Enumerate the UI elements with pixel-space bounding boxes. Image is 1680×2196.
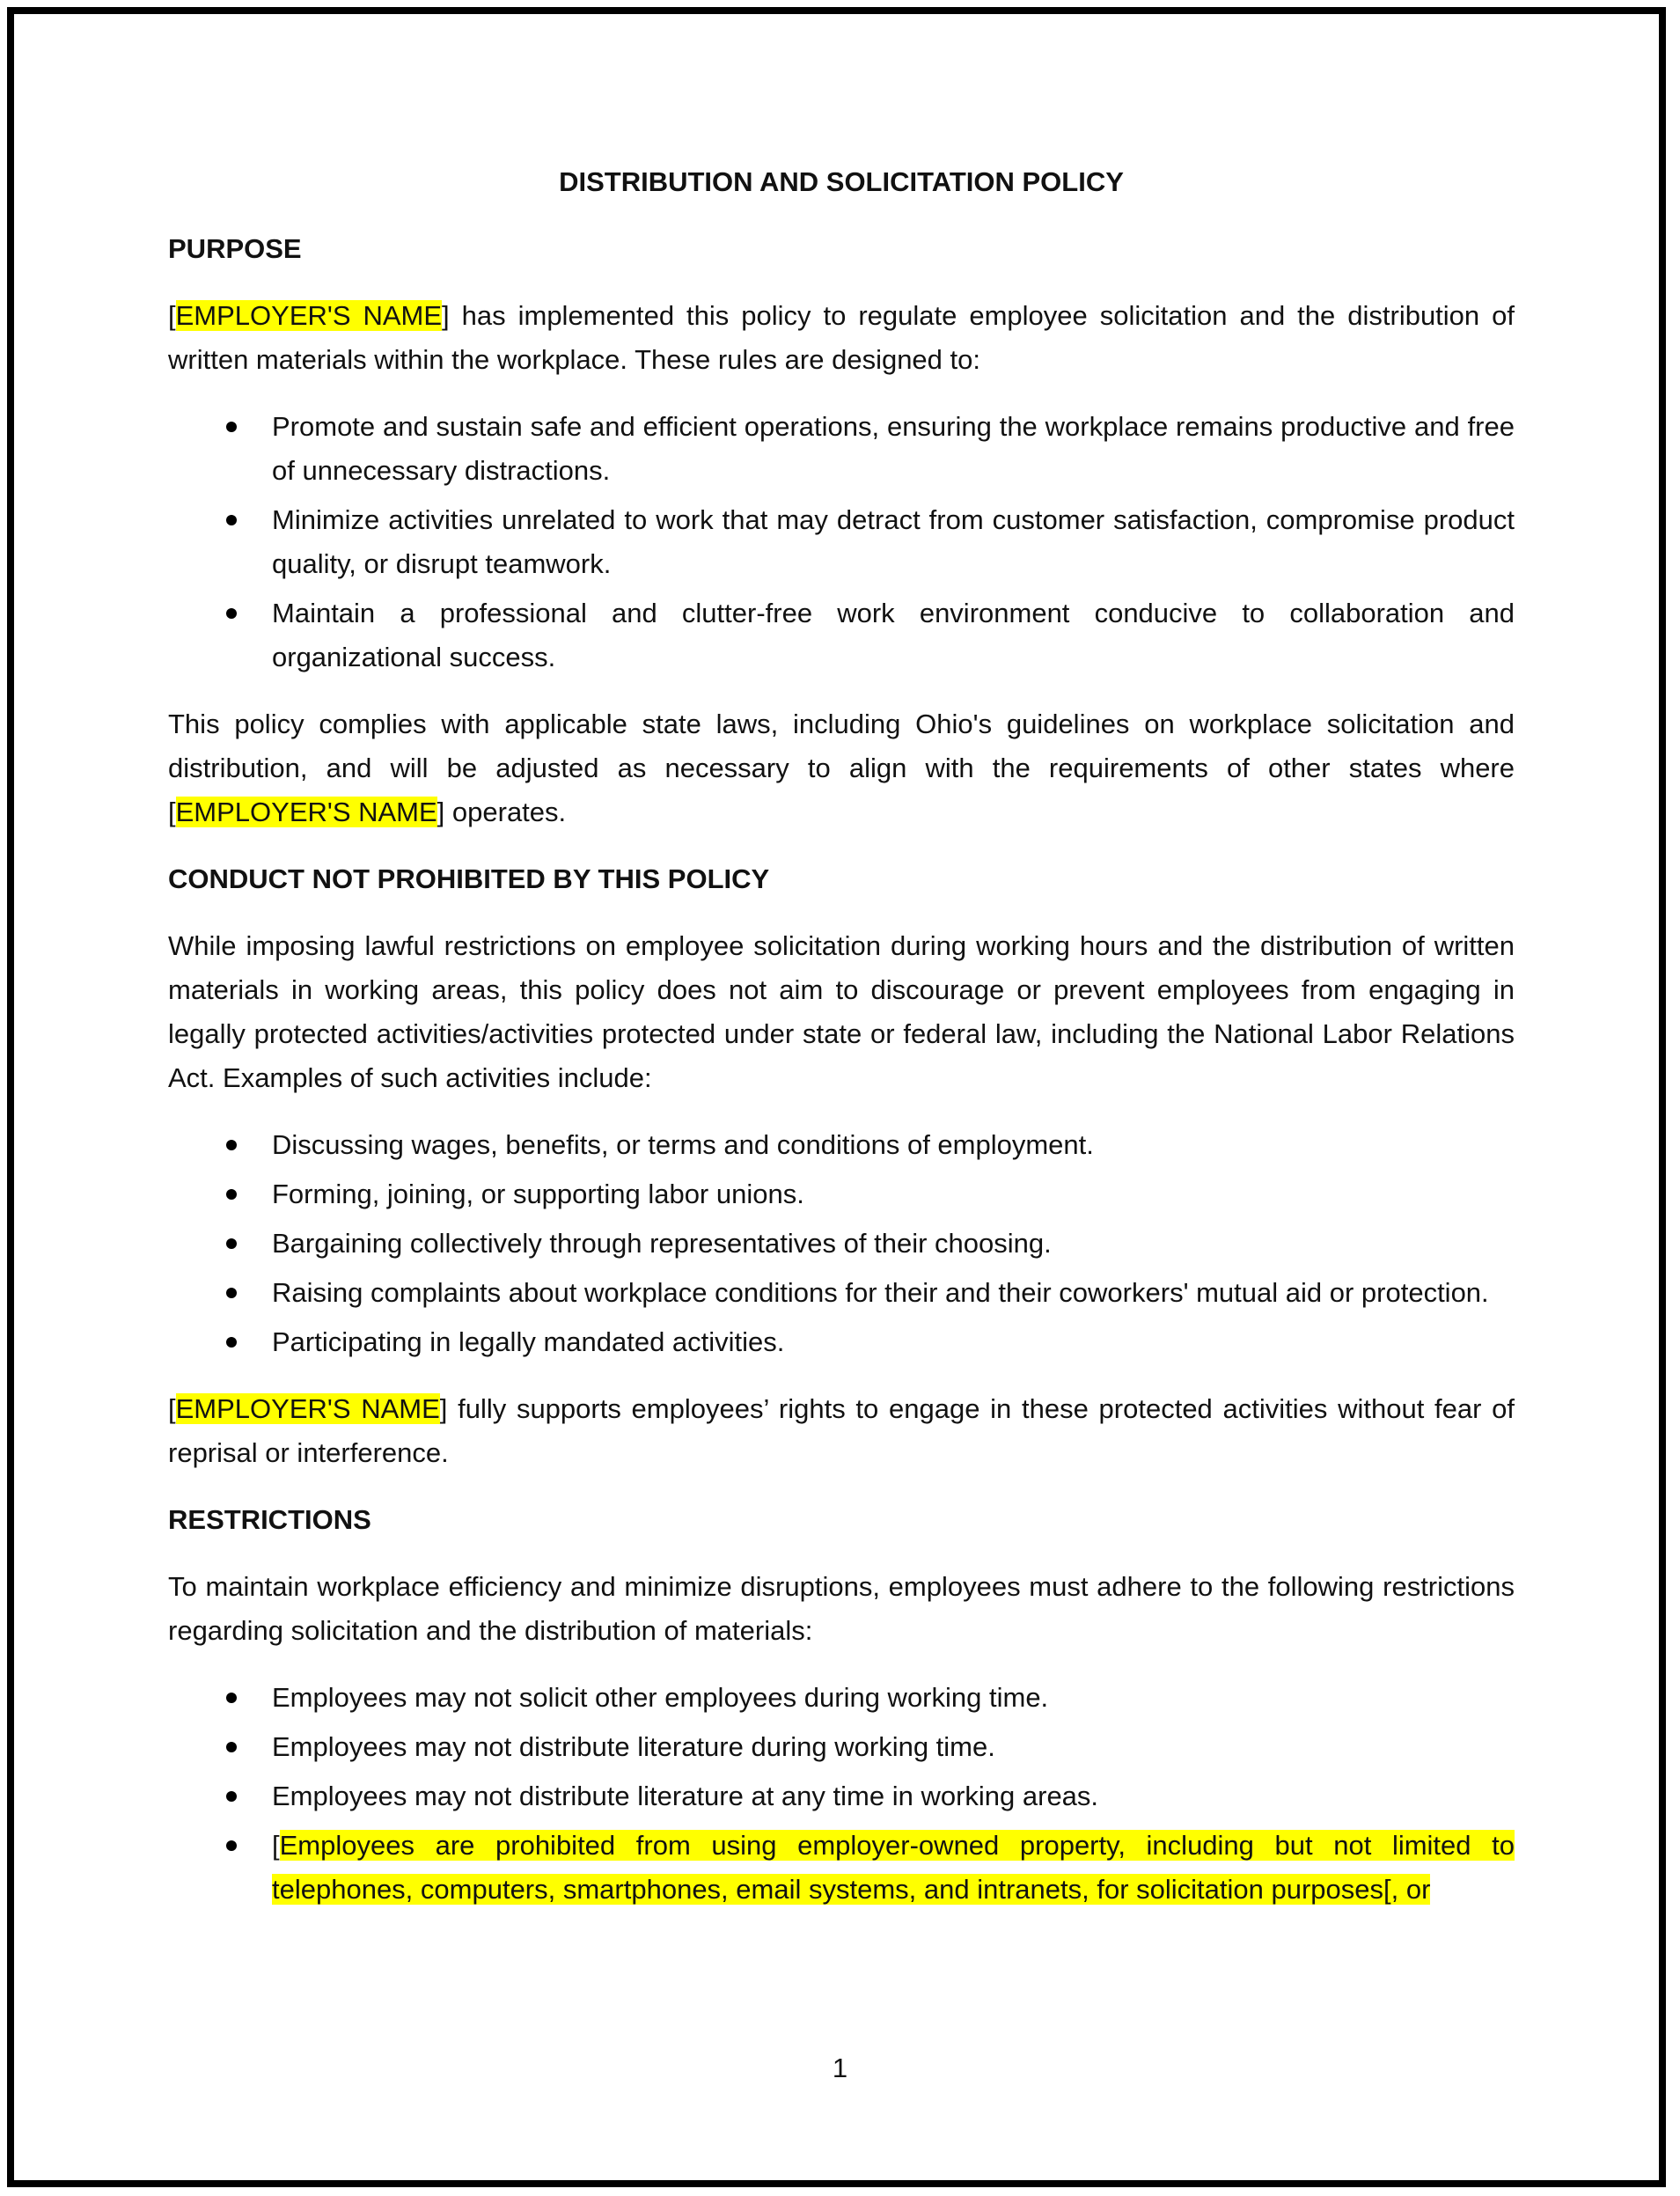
list-item-text: Participating in legally mandated activities.: [272, 1326, 785, 1357]
bullet-icon: [226, 1288, 237, 1298]
bracket-open: [: [168, 797, 176, 827]
list-item-text: Bargaining collectively through representatives of their choosing.: [272, 1228, 1052, 1259]
bullet-icon: [226, 1238, 237, 1249]
list-item-text: Employees may not distribute literature at any time in working areas.: [272, 1781, 1099, 1811]
restrictions-intro-paragraph: To maintain workplace efficiency and minimize disruptions, employees must adhere to the following restrictions regarding solicitation and the distribution of materials:: [168, 1571, 1515, 1646]
compliance-paragraph: [168, 702, 1515, 834]
document-body: [168, 160, 1515, 1935]
section-heading-restrictions: RESTRICTIONS: [168, 1504, 371, 1535]
list-item-text: Employees may not distribute literature during working time.: [272, 1731, 995, 1762]
list-item: [168, 1172, 1515, 1216]
employer-name-placeholder: EMPLOYER'S NAME: [175, 797, 437, 827]
bracket-open: [: [272, 1830, 280, 1861]
list-item-text: Forming, joining, or supporting labor unions.: [272, 1179, 804, 1209]
bracket-open: [: [168, 300, 176, 331]
list-item-text: Maintain a professional and clutter-free work environment conducive to collaboration and organizational success.: [272, 598, 1515, 672]
purpose-intro-paragraph: [168, 294, 1515, 382]
bracket-open: [: [168, 1393, 176, 1424]
bullet-icon: [226, 1693, 237, 1703]
purpose-intro-text: ] has implemented this policy to regulate employee solicitation and the distribution of written materials within the workplace. These rules are designed to:: [168, 300, 1515, 375]
conduct-intro-paragraph: While imposing lawful restrictions on employee solicitation during working hours and the distribution of written materials in working areas, this policy does not aim to discourage or prevent employees from engaging in legally protected activities/activities protected under state or federal law, including the National Labor Relations Act. Examples of such activities include:: [168, 930, 1515, 1093]
bullet-icon: [226, 1140, 237, 1150]
conduct-bullet-list: [168, 1123, 1515, 1364]
list-item: [168, 1320, 1515, 1364]
restrictions-bullet-list: [168, 1676, 1515, 1912]
bullet-icon: [226, 1189, 237, 1200]
list-item: [168, 1676, 1515, 1720]
purpose-bullet-list: [168, 405, 1515, 679]
bullet-icon: [226, 1791, 237, 1802]
list-item-text: Discussing wages, benefits, or terms and conditions of employment.: [272, 1129, 1094, 1160]
support-paragraph: [168, 1387, 1515, 1475]
compliance-text-after: ] operates.: [437, 797, 567, 827]
list-item-highlighted: [168, 1824, 1515, 1912]
list-item: [168, 498, 1515, 586]
bullet-icon: [226, 422, 237, 432]
section-heading-conduct: CONDUCT NOT PROHIBITED BY THIS POLICY: [168, 863, 770, 894]
list-item: [168, 1222, 1515, 1266]
page-number: 1: [832, 2053, 848, 2083]
list-item: [168, 1271, 1515, 1315]
bullet-icon: [226, 608, 237, 619]
bullet-icon: [226, 515, 237, 525]
list-item: [168, 405, 1515, 493]
list-item-text: Promote and sustain safe and efficient operations, ensuring the workplace remains productive and free of unnecessary distractions.: [272, 411, 1515, 486]
list-item-text: Employees may not solicit other employees during working time.: [272, 1682, 1049, 1713]
document-title: DISTRIBUTION AND SOLICITATION POLICY: [559, 166, 1124, 197]
bullet-icon: [226, 1742, 237, 1752]
bullet-icon: [226, 1840, 237, 1851]
compliance-text-before: This policy complies with applicable state laws, including Ohio's guidelines on workplace solicitation and distribution, and will be adjusted as necessary to align with the requirements of other states where: [168, 709, 1515, 783]
list-item: [168, 1774, 1515, 1818]
support-text: ] fully supports employees’ rights to engage in these protected activities without fear of reprisal or interference.: [168, 1393, 1515, 1468]
list-item: [168, 1123, 1515, 1167]
list-item: [168, 591, 1515, 679]
list-item-text: Raising complaints about workplace conditions for their and their coworkers' mutual aid or protection.: [272, 1277, 1489, 1308]
list-item: [168, 1725, 1515, 1769]
employer-name-placeholder: EMPLOYER'S NAME: [175, 300, 443, 331]
employer-name-placeholder: EMPLOYER'S NAME: [175, 1393, 440, 1424]
section-heading-purpose: PURPOSE: [168, 233, 302, 264]
list-item-text: Minimize activities unrelated to work that may detract from customer satisfaction, compromise product quality, or disrupt teamwork.: [272, 504, 1515, 579]
highlighted-optional-text: Employees are prohibited from using employer-owned property, including but not limited to telephones, computers, smartphones, email systems, and intranets, for solicitation purposes[, or: [272, 1830, 1515, 1905]
bullet-icon: [226, 1337, 237, 1348]
